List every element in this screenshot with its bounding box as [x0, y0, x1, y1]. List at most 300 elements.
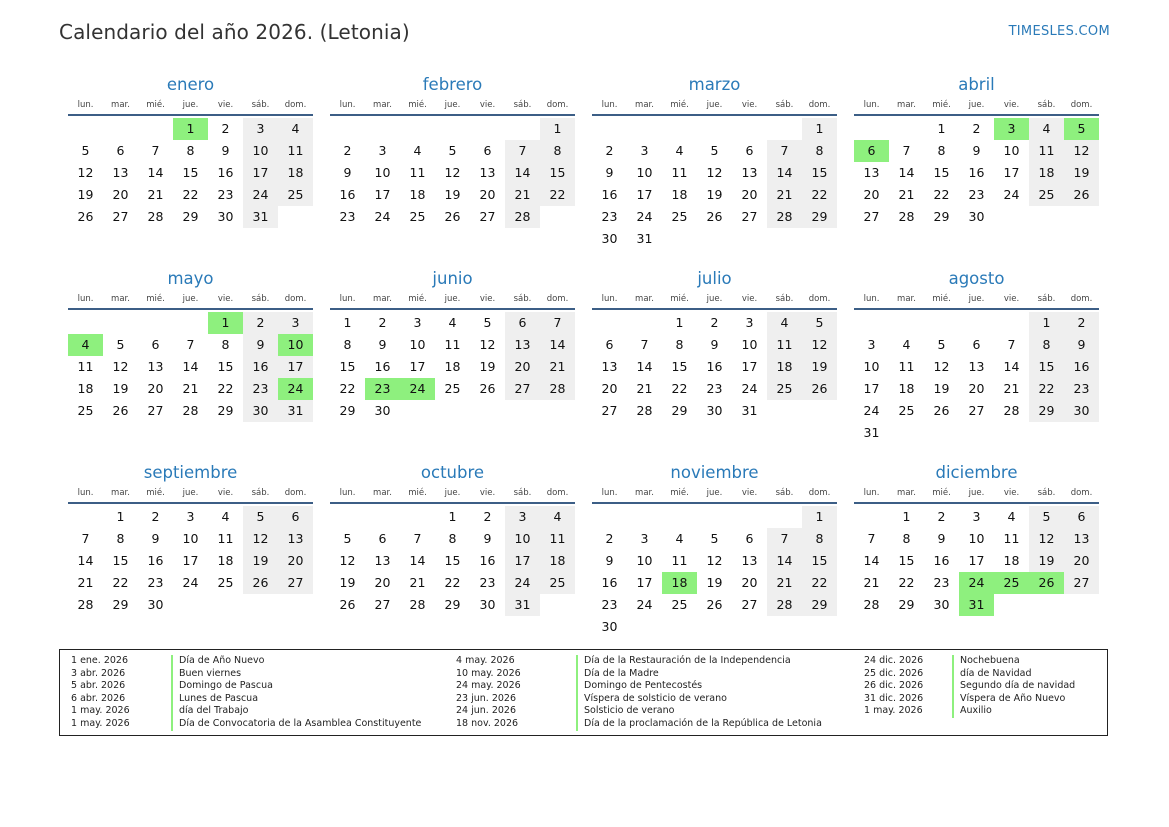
day-cell: 13: [968, 359, 985, 374]
day-cell: 19: [77, 187, 94, 202]
holiday-day-cell: 24: [278, 378, 313, 400]
month-name: febrero: [422, 75, 483, 94]
empty-cell: [854, 118, 889, 140]
day-cell: 18: [77, 381, 94, 396]
month-name: noviembre: [670, 463, 759, 482]
day-cell: 11: [767, 334, 802, 356]
day-cell: 16: [374, 359, 391, 374]
day-cell: 20: [278, 550, 313, 572]
weekday-label: mar.: [635, 100, 654, 110]
weekday-label: dom.: [546, 294, 569, 304]
day-cell: 1: [343, 315, 352, 330]
day-cell: 13: [863, 165, 880, 180]
day-cell: 22: [339, 381, 356, 396]
day-cell: 30: [601, 231, 618, 246]
day-cell: 4: [1007, 509, 1016, 524]
day-cell: 6: [151, 337, 160, 352]
weekday-label: dom.: [284, 294, 307, 304]
weekday-label: dom.: [546, 488, 569, 498]
day-cell: 9: [378, 337, 387, 352]
day-cell: 21: [505, 184, 540, 206]
month-marzo: [592, 74, 837, 260]
day-cell: 17: [741, 359, 758, 374]
legend-row: [864, 693, 1075, 706]
day-cell: 19: [444, 187, 461, 202]
weekday-label: mié.: [932, 294, 951, 304]
day-grid: [592, 312, 837, 422]
day-cell: 15: [217, 359, 234, 374]
legend-holiday-name: Día de Convocatoria de la Asamblea Constituyente: [171, 718, 421, 731]
weekday-label: lun.: [339, 488, 356, 498]
empty-cell: [470, 400, 505, 422]
weekday-label: mar.: [897, 488, 916, 498]
empty-cell: [330, 506, 365, 528]
weekday-label: jue.: [968, 100, 985, 110]
day-cell: 12: [1029, 528, 1064, 550]
day-cell: 3: [378, 143, 387, 158]
day-cell: 10: [741, 337, 758, 352]
day-cell: 6: [1064, 506, 1099, 528]
empty-cell: [627, 616, 662, 638]
day-cell: 26: [1064, 184, 1099, 206]
day-cell: 22: [444, 575, 461, 590]
day-grid: [68, 312, 313, 422]
day-cell: 9: [605, 553, 614, 568]
weekday-label: jue.: [706, 294, 723, 304]
day-cell: 3: [745, 315, 754, 330]
day-cell: 17: [182, 553, 199, 568]
empty-cell: [959, 312, 994, 334]
empty-cell: [697, 228, 732, 250]
day-cell: 13: [112, 165, 129, 180]
month-julio: [592, 268, 837, 454]
weekday-label: vie.: [217, 100, 234, 110]
day-grid: [330, 118, 575, 228]
day-cell: 17: [409, 359, 426, 374]
day-cell: 22: [182, 187, 199, 202]
day-cell: 8: [675, 337, 684, 352]
day-cell: 16: [706, 359, 723, 374]
day-cell: 1: [1029, 312, 1064, 334]
day-cell: 14: [505, 162, 540, 184]
day-cell: 5: [802, 312, 837, 334]
day-cell: 9: [937, 531, 946, 546]
empty-cell: [994, 206, 1029, 228]
day-cell: 24: [374, 209, 391, 224]
weekday-label: dom.: [1070, 488, 1093, 498]
day-cell: 19: [706, 575, 723, 590]
day-cell: 10: [636, 553, 653, 568]
day-cell: 18: [540, 550, 575, 572]
weekday-label: lun.: [863, 294, 880, 304]
legend-column: [864, 655, 1075, 718]
month-name: agosto: [948, 269, 1005, 288]
day-cell: 7: [413, 531, 422, 546]
day-cell: 2: [937, 509, 946, 524]
day-cell: 15: [898, 553, 915, 568]
day-cell: 22: [898, 575, 915, 590]
day-cell: 20: [505, 356, 540, 378]
day-cell: 14: [77, 553, 94, 568]
day-cell: 5: [448, 143, 457, 158]
day-cell: 11: [540, 528, 575, 550]
weekday-label: mié.: [932, 488, 951, 498]
day-cell: 11: [409, 165, 426, 180]
day-cell: 3: [278, 312, 313, 334]
weekday-label: dom.: [546, 100, 569, 110]
day-cell: 7: [1007, 337, 1016, 352]
legend-holiday-name: Lunes de Pascua: [171, 693, 258, 706]
empty-cell: [1064, 206, 1099, 228]
weekday-label: jue.: [706, 488, 723, 498]
empty-cell: [592, 312, 627, 334]
legend-holiday-name: Domingo de Pascua: [171, 680, 273, 693]
day-cell: 6: [605, 337, 614, 352]
day-cell: 8: [802, 140, 837, 162]
day-cell: 23: [601, 209, 618, 224]
day-cell: 4: [902, 337, 911, 352]
day-cell: 30: [217, 209, 234, 224]
day-cell: 21: [77, 575, 94, 590]
legend-holiday-name: Día de la Restauración de la Independencia: [576, 655, 791, 668]
day-cell: 16: [243, 356, 278, 378]
weekday-label: dom.: [808, 100, 831, 110]
day-cell: 1: [675, 315, 684, 330]
day-cell: 6: [745, 531, 754, 546]
weekday-label: dom.: [1070, 294, 1093, 304]
day-cell: 5: [710, 531, 719, 546]
day-cell: 6: [483, 143, 492, 158]
day-cell: 11: [278, 140, 313, 162]
day-cell: 7: [867, 531, 876, 546]
holiday-day-cell: 1: [208, 312, 243, 334]
weekday-label: lun.: [601, 100, 618, 110]
empty-cell: [802, 400, 837, 422]
month-name: diciembre: [935, 463, 1018, 482]
day-cell: 20: [968, 381, 985, 396]
holiday-day-cell: 24: [400, 378, 435, 400]
weekday-label: mar.: [897, 294, 916, 304]
day-cell: 16: [968, 165, 985, 180]
day-cell: 27: [479, 209, 496, 224]
empty-cell: [627, 118, 662, 140]
holiday-day-cell: 26: [1029, 572, 1064, 594]
day-cell: 11: [898, 359, 915, 374]
day-cell: 13: [741, 553, 758, 568]
day-cell: 29: [802, 206, 837, 228]
empty-cell: [767, 506, 802, 528]
day-cell: 18: [1029, 162, 1064, 184]
empty-cell: [208, 594, 243, 616]
holiday-day-cell: 4: [68, 334, 103, 356]
legend-row: [71, 680, 421, 693]
day-cell: 26: [933, 403, 950, 418]
day-cell: 16: [147, 553, 164, 568]
day-cell: 21: [147, 187, 164, 202]
day-cell: 27: [741, 209, 758, 224]
day-cell: 23: [933, 575, 950, 590]
day-cell: 11: [217, 531, 234, 546]
day-cell: 28: [505, 206, 540, 228]
weekday-label: jue.: [444, 294, 461, 304]
day-cell: 2: [1064, 312, 1099, 334]
day-cell: 2: [710, 315, 719, 330]
site-link[interactable]: TIMESLES.COM: [1008, 24, 1110, 39]
day-cell: 26: [706, 597, 723, 612]
day-cell: 6: [378, 531, 387, 546]
empty-cell: [278, 206, 313, 228]
day-cell: 9: [972, 143, 981, 158]
day-cell: 2: [605, 531, 614, 546]
month-name: abril: [958, 75, 995, 94]
day-cell: 29: [933, 209, 950, 224]
day-cell: 24: [741, 381, 758, 396]
day-cell: 25: [278, 184, 313, 206]
day-cell: 19: [1064, 162, 1099, 184]
holiday-day-cell: 18: [662, 572, 697, 594]
weekday-label: mar.: [897, 100, 916, 110]
day-cell: 16: [1064, 356, 1099, 378]
legend-date: 18 nov. 2026: [456, 717, 519, 729]
day-cell: 3: [972, 509, 981, 524]
day-cell: 4: [675, 531, 684, 546]
day-cell: 26: [243, 572, 278, 594]
legend-holiday-name: Día de la Madre: [576, 668, 659, 681]
day-cell: 11: [77, 359, 94, 374]
day-cell: 29: [217, 403, 234, 418]
day-cell: 22: [802, 184, 837, 206]
empty-cell: [173, 312, 208, 334]
legend-date: 6 abr. 2026: [71, 692, 126, 704]
day-cell: 26: [479, 381, 496, 396]
day-cell: 26: [77, 209, 94, 224]
day-grid: [854, 506, 1099, 616]
day-cell: 14: [636, 359, 653, 374]
day-cell: 16: [339, 187, 356, 202]
day-cell: 10: [1003, 143, 1020, 158]
weekday-label: sáb.: [251, 488, 270, 498]
month-name: mayo: [167, 269, 214, 288]
day-cell: 12: [1064, 140, 1099, 162]
empty-cell: [68, 506, 103, 528]
day-cell: 29: [671, 403, 688, 418]
day-cell: 9: [343, 165, 352, 180]
weekday-header: [854, 292, 1099, 310]
day-cell: 15: [802, 550, 837, 572]
day-cell: 14: [409, 553, 426, 568]
day-cell: 23: [243, 378, 278, 400]
day-cell: 15: [671, 359, 688, 374]
weekday-header: [68, 98, 313, 116]
month-diciembre: [854, 462, 1099, 648]
empty-cell: [400, 400, 435, 422]
day-cell: 7: [81, 531, 90, 546]
day-cell: 14: [1003, 359, 1020, 374]
day-cell: 7: [186, 337, 195, 352]
day-cell: 27: [374, 597, 391, 612]
month-name: marzo: [688, 75, 741, 94]
empty-cell: [732, 506, 767, 528]
day-cell: 21: [409, 575, 426, 590]
legend-date: 10 may. 2026: [456, 667, 521, 679]
day-cell: 12: [802, 334, 837, 356]
day-cell: 27: [278, 572, 313, 594]
weekday-label: lun.: [339, 100, 356, 110]
day-cell: 12: [706, 553, 723, 568]
day-cell: 31: [505, 594, 540, 616]
weekday-label: jue.: [968, 488, 985, 498]
day-cell: 10: [409, 337, 426, 352]
day-cell: 12: [479, 337, 496, 352]
weekday-label: vie.: [479, 488, 496, 498]
weekday-label: lun.: [339, 294, 356, 304]
day-cell: 11: [1029, 140, 1064, 162]
day-cell: 27: [741, 597, 758, 612]
day-cell: 17: [278, 356, 313, 378]
day-cell: 12: [112, 359, 129, 374]
legend-date: 25 dic. 2026: [864, 667, 924, 679]
day-cell: 4: [675, 143, 684, 158]
weekday-label: vie.: [1003, 488, 1020, 498]
empty-cell: [1064, 594, 1099, 616]
day-cell: 22: [217, 381, 234, 396]
day-cell: 17: [505, 550, 540, 572]
day-cell: 10: [374, 165, 391, 180]
day-cell: 4: [278, 118, 313, 140]
day-cell: 18: [1003, 553, 1020, 568]
day-cell: 27: [601, 403, 618, 418]
day-cell: 11: [1003, 531, 1020, 546]
day-cell: 31: [741, 403, 758, 418]
day-cell: 22: [933, 187, 950, 202]
empty-cell: [68, 118, 103, 140]
weekday-label: sáb.: [251, 100, 270, 110]
legend-holiday-name: Víspera de Año Nuevo: [952, 693, 1065, 706]
day-cell: 8: [802, 528, 837, 550]
day-cell: 3: [640, 531, 649, 546]
day-cell: 20: [147, 381, 164, 396]
day-cell: 18: [409, 187, 426, 202]
legend-date: 31 dic. 2026: [864, 692, 924, 704]
day-cell: 4: [540, 506, 575, 528]
day-cell: 5: [937, 337, 946, 352]
day-cell: 2: [343, 143, 352, 158]
weekday-header: [854, 98, 1099, 116]
day-cell: 10: [182, 531, 199, 546]
weekday-label: mar.: [111, 488, 130, 498]
weekday-label: vie.: [1003, 294, 1020, 304]
day-cell: 24: [636, 597, 653, 612]
weekday-label: vie.: [479, 100, 496, 110]
day-cell: 20: [479, 187, 496, 202]
day-cell: 15: [444, 553, 461, 568]
weekday-label: mié.: [146, 294, 165, 304]
day-cell: 16: [601, 575, 618, 590]
day-cell: 20: [601, 381, 618, 396]
day-cell: 14: [863, 553, 880, 568]
legend-date: 5 abr. 2026: [71, 680, 126, 692]
legend-row: [864, 668, 1075, 681]
holiday-day-cell: 24: [959, 572, 994, 594]
day-cell: 14: [898, 165, 915, 180]
empty-cell: [138, 118, 173, 140]
day-cell: 9: [605, 165, 614, 180]
legend-date: 23 jun. 2026: [456, 692, 517, 704]
empty-cell: [802, 228, 837, 250]
legend-row: [864, 655, 1075, 668]
weekday-label: vie.: [741, 294, 758, 304]
legend-column: [71, 655, 421, 731]
holiday-day-cell: 5: [1064, 118, 1099, 140]
day-cell: 30: [1064, 400, 1099, 422]
legend-date: 4 may. 2026: [456, 655, 515, 666]
day-cell: 18: [444, 359, 461, 374]
legend-holiday-name: Solsticio de verano: [576, 705, 674, 718]
day-cell: 19: [243, 550, 278, 572]
day-cell: 30: [601, 619, 618, 634]
day-cell: 21: [636, 381, 653, 396]
month-name: julio: [697, 269, 732, 288]
day-cell: 29: [182, 209, 199, 224]
day-cell: 27: [505, 378, 540, 400]
day-cell: 17: [243, 162, 278, 184]
day-cell: 18: [898, 381, 915, 396]
day-cell: 15: [112, 553, 129, 568]
empty-cell: [505, 118, 540, 140]
weekday-label: sáb.: [513, 100, 532, 110]
weekday-label: sáb.: [775, 294, 794, 304]
empty-cell: [435, 118, 470, 140]
empty-cell: [540, 594, 575, 616]
weekday-label: vie.: [741, 100, 758, 110]
weekday-label: mié.: [146, 100, 165, 110]
empty-cell: [1029, 422, 1064, 444]
day-cell: 26: [339, 597, 356, 612]
legend-row: [71, 668, 421, 681]
day-cell: 28: [409, 597, 426, 612]
day-cell: 17: [374, 187, 391, 202]
day-cell: 25: [217, 575, 234, 590]
day-cell: 18: [217, 553, 234, 568]
day-cell: 2: [378, 315, 387, 330]
day-cell: 25: [671, 209, 688, 224]
day-cell: 5: [116, 337, 125, 352]
weekday-label: mar.: [635, 488, 654, 498]
day-cell: 13: [147, 359, 164, 374]
day-cell: 19: [479, 359, 496, 374]
weekday-label: sáb.: [1037, 294, 1056, 304]
day-cell: 31: [278, 400, 313, 422]
empty-cell: [173, 594, 208, 616]
day-cell: 7: [767, 140, 802, 162]
weekday-header: [592, 98, 837, 116]
day-cell: 18: [278, 162, 313, 184]
day-cell: 20: [741, 187, 758, 202]
day-cell: 16: [601, 187, 618, 202]
empty-cell: [592, 118, 627, 140]
weekday-label: sáb.: [1037, 488, 1056, 498]
day-cell: 17: [968, 553, 985, 568]
weekday-label: dom.: [284, 100, 307, 110]
month-agosto: [854, 268, 1099, 454]
day-cell: 3: [505, 506, 540, 528]
empty-cell: [1029, 594, 1064, 616]
day-cell: 31: [243, 206, 278, 228]
month-name: octubre: [420, 463, 485, 482]
day-cell: 7: [640, 337, 649, 352]
legend-holiday-name: Día de Año Nuevo: [171, 655, 264, 668]
weekday-header: [68, 486, 313, 504]
